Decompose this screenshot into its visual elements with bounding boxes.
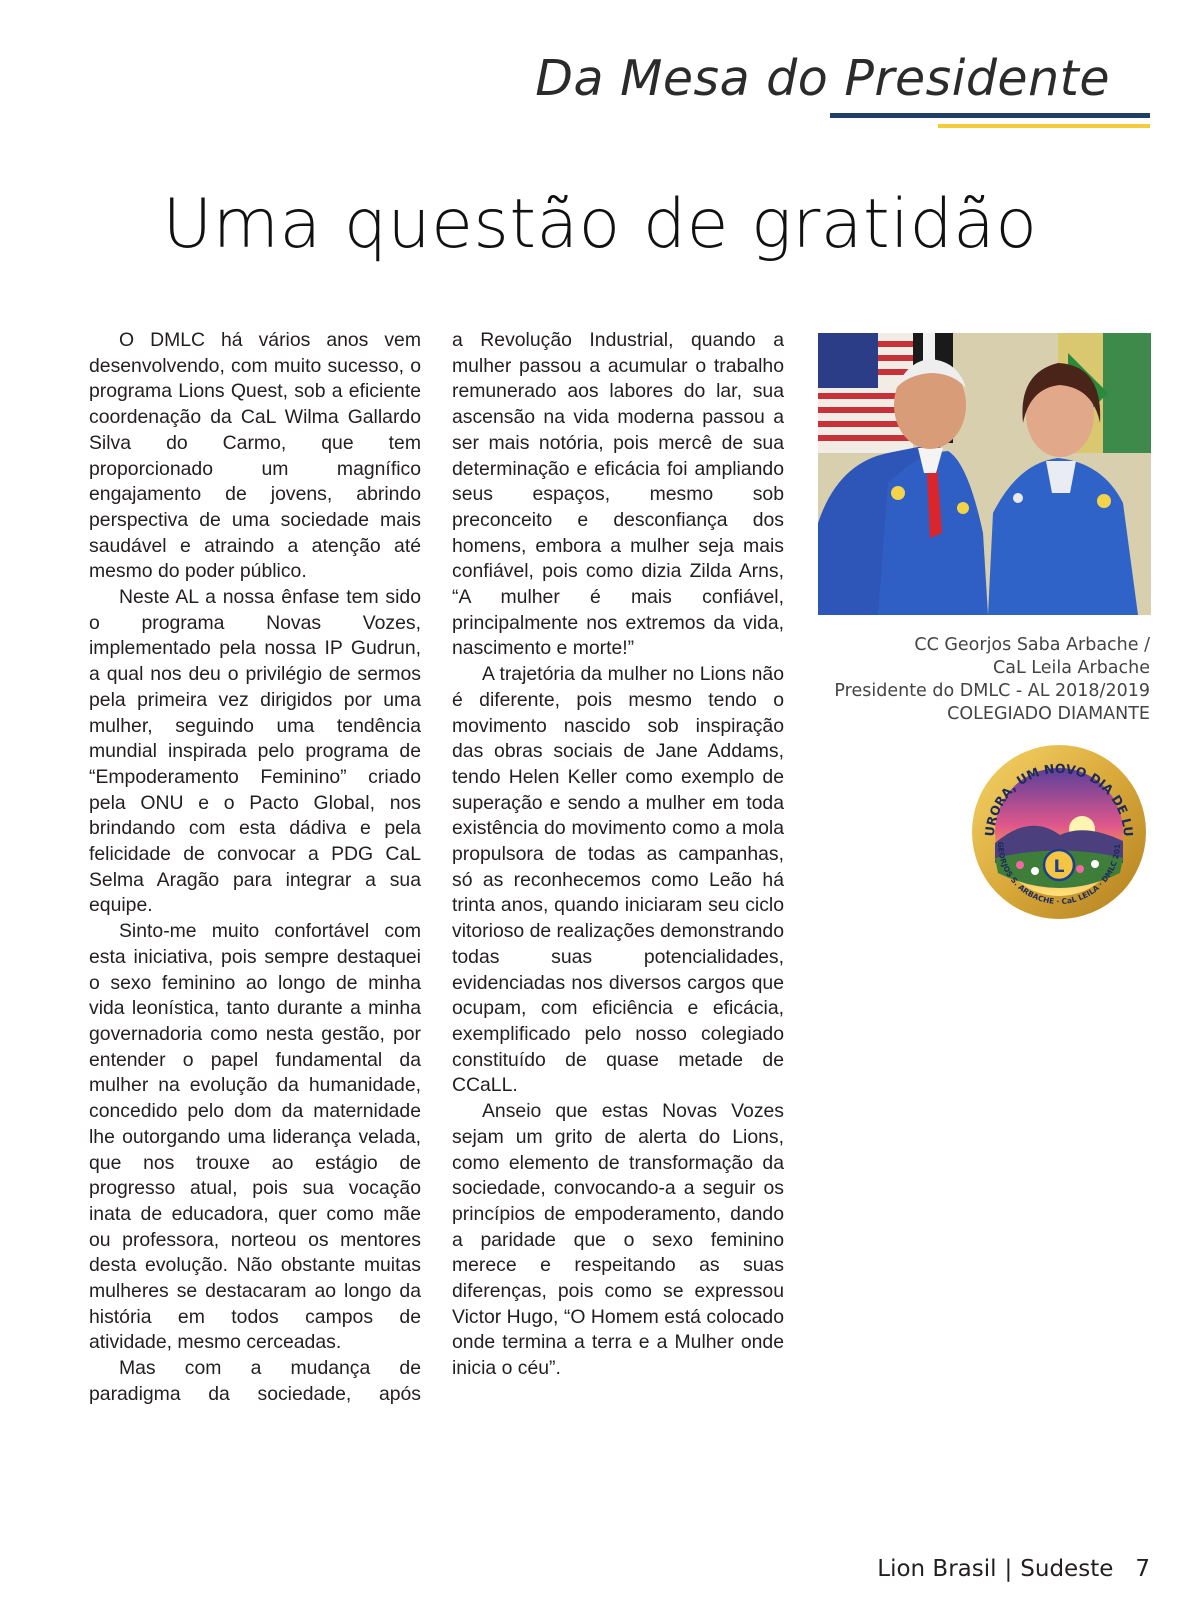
badge-top-text: URORA, UM NOVO DIA DE LU <box>981 760 1137 838</box>
region-name: Sudeste <box>1020 1556 1114 1582</box>
paragraph: Anseio que estas Novas Vozes sejam um grito de alerta do Lions, como elemento de transformação da sociedade, convocando-a a seguir os princípios de empoderamento, dando a paridade que o sexo feminino merece e respeitando as suas diferenças, pois como se expressou Victor Hugo, “O Homem está colocado onde termina a terra e a Mulher onde inicia o céu”. <box>452 1100 784 1380</box>
caption-line: CC Georjos Saba Arbache / <box>914 635 1150 655</box>
article-title: Uma questão de gratidão <box>162 185 1038 264</box>
paragraph: O DMLC há vários anos vem desenvolvendo, com muito sucesso, o programa Lions Quest, sob a eficiente coordenação da CaL Wilma Gallardo Silva do Carmo, que tem proporcionado um magnífico engajamento de jovens, abrindo perspectiva de uma sociedade mais saudável e atraindo a atenção até mesmo do poder público. <box>89 329 421 583</box>
badge-bottom-text: GEORJOS S. ARBACHE · CaL LEILA · DMLC 201 <box>995 841 1123 907</box>
paragraph: Neste AL a nossa ênfase tem sido o programa Novas Vozes, implementado pela nossa IP Gudrun, a qual nos deu o privilégio de sermos pela primeira vez dirigidos por uma mulher, seguindo uma tendência mundial inspirada pelo programa de “Empoderamento Feminino” criado pela ONU e o Pacto Global, nos brindando com esta dádiva e pela felicidade de convocar a PDG CaL Selma Aragão para integrar a sua equipe. <box>89 586 421 917</box>
footer-separator: | <box>1004 1556 1013 1582</box>
section-rule-yellow <box>938 124 1150 128</box>
aurora-emblem <box>970 743 1148 921</box>
paragraph: Sinto-me muito confortável com esta iniciativa, pois sempre destaquei o sexo feminino ao longo de minha vida leonística, tanto durante a minha governadoria como nesta gestão, por entender o papel fundamental da mulher na evolução da humanidade, concedido pelo dom da maternidade lhe outorgando uma liderança velada, que nos trouxe ao estágio de progresso atual, pois sua vocação inata de educadora, quer como mãe ou professora, norteou os mentores desta evolução. Não obstante muitas mulheres se destacaram ao longo da história em todos campos de atividade, mesmo cerceadas. <box>89 920 421 1354</box>
paragraph: A trajetória da mulher no Lions não é diferente, pois mesmo tendo o movimento nascido sob inspiração das obras sociais de Jane Addams, tendo Helen Keller como exemplo de superação e sendo a mulher em toda existência do movimento como a mola propulsora de todas as campanhas, só as reconhecemos como Leão há trinta anos, quando iniciaram seu ciclo vitorioso de realizações demonstrando todas suas potencialidades, evidenciadas nos diversos cargos que ocupam, com eficiência e eficácia, exemplificado pelo nosso colegiado constituído de quase metade de CCaLL. <box>452 663 784 1097</box>
page-number: 7 <box>1135 1556 1150 1582</box>
caption-line: CaL Leila Arbache <box>993 658 1150 678</box>
page-footer <box>877 1556 1150 1582</box>
caption-line: Presidente do DMLC - AL 2018/2019 <box>834 681 1150 701</box>
article-column-2 <box>452 328 784 1382</box>
caption-line: COLEGIADO DIAMANTE <box>947 704 1150 724</box>
paragraph: a Revolução Industrial, quando a mulher passou a acumular o trabalho remunerado aos labores do lar, sua ascensão na vida moderna passou a ser mais notória, pois mercê de sua determinação e eficácia foi ampliando seus espaços, mesmo sob preconceito e desconfiança dos homens, embora a mulher seja mais confiável, pois como dizia Zilda Arns, “A mulher é mais confiável, principalmente nos extremos da vida, nascimento e morte!” <box>452 329 784 660</box>
couple-photo <box>818 333 1151 615</box>
photo-caption <box>790 634 1150 726</box>
paragraph: Mas com a mudança de paradigma da sociedade, após <box>89 1357 421 1405</box>
badge-lions-letter: L <box>1053 857 1065 877</box>
section-title: Da Mesa do Presidente <box>535 50 1110 107</box>
article-column-1 <box>89 328 421 1408</box>
section-rule-blue <box>830 113 1150 118</box>
publication-name: Lion Brasil <box>877 1556 997 1582</box>
